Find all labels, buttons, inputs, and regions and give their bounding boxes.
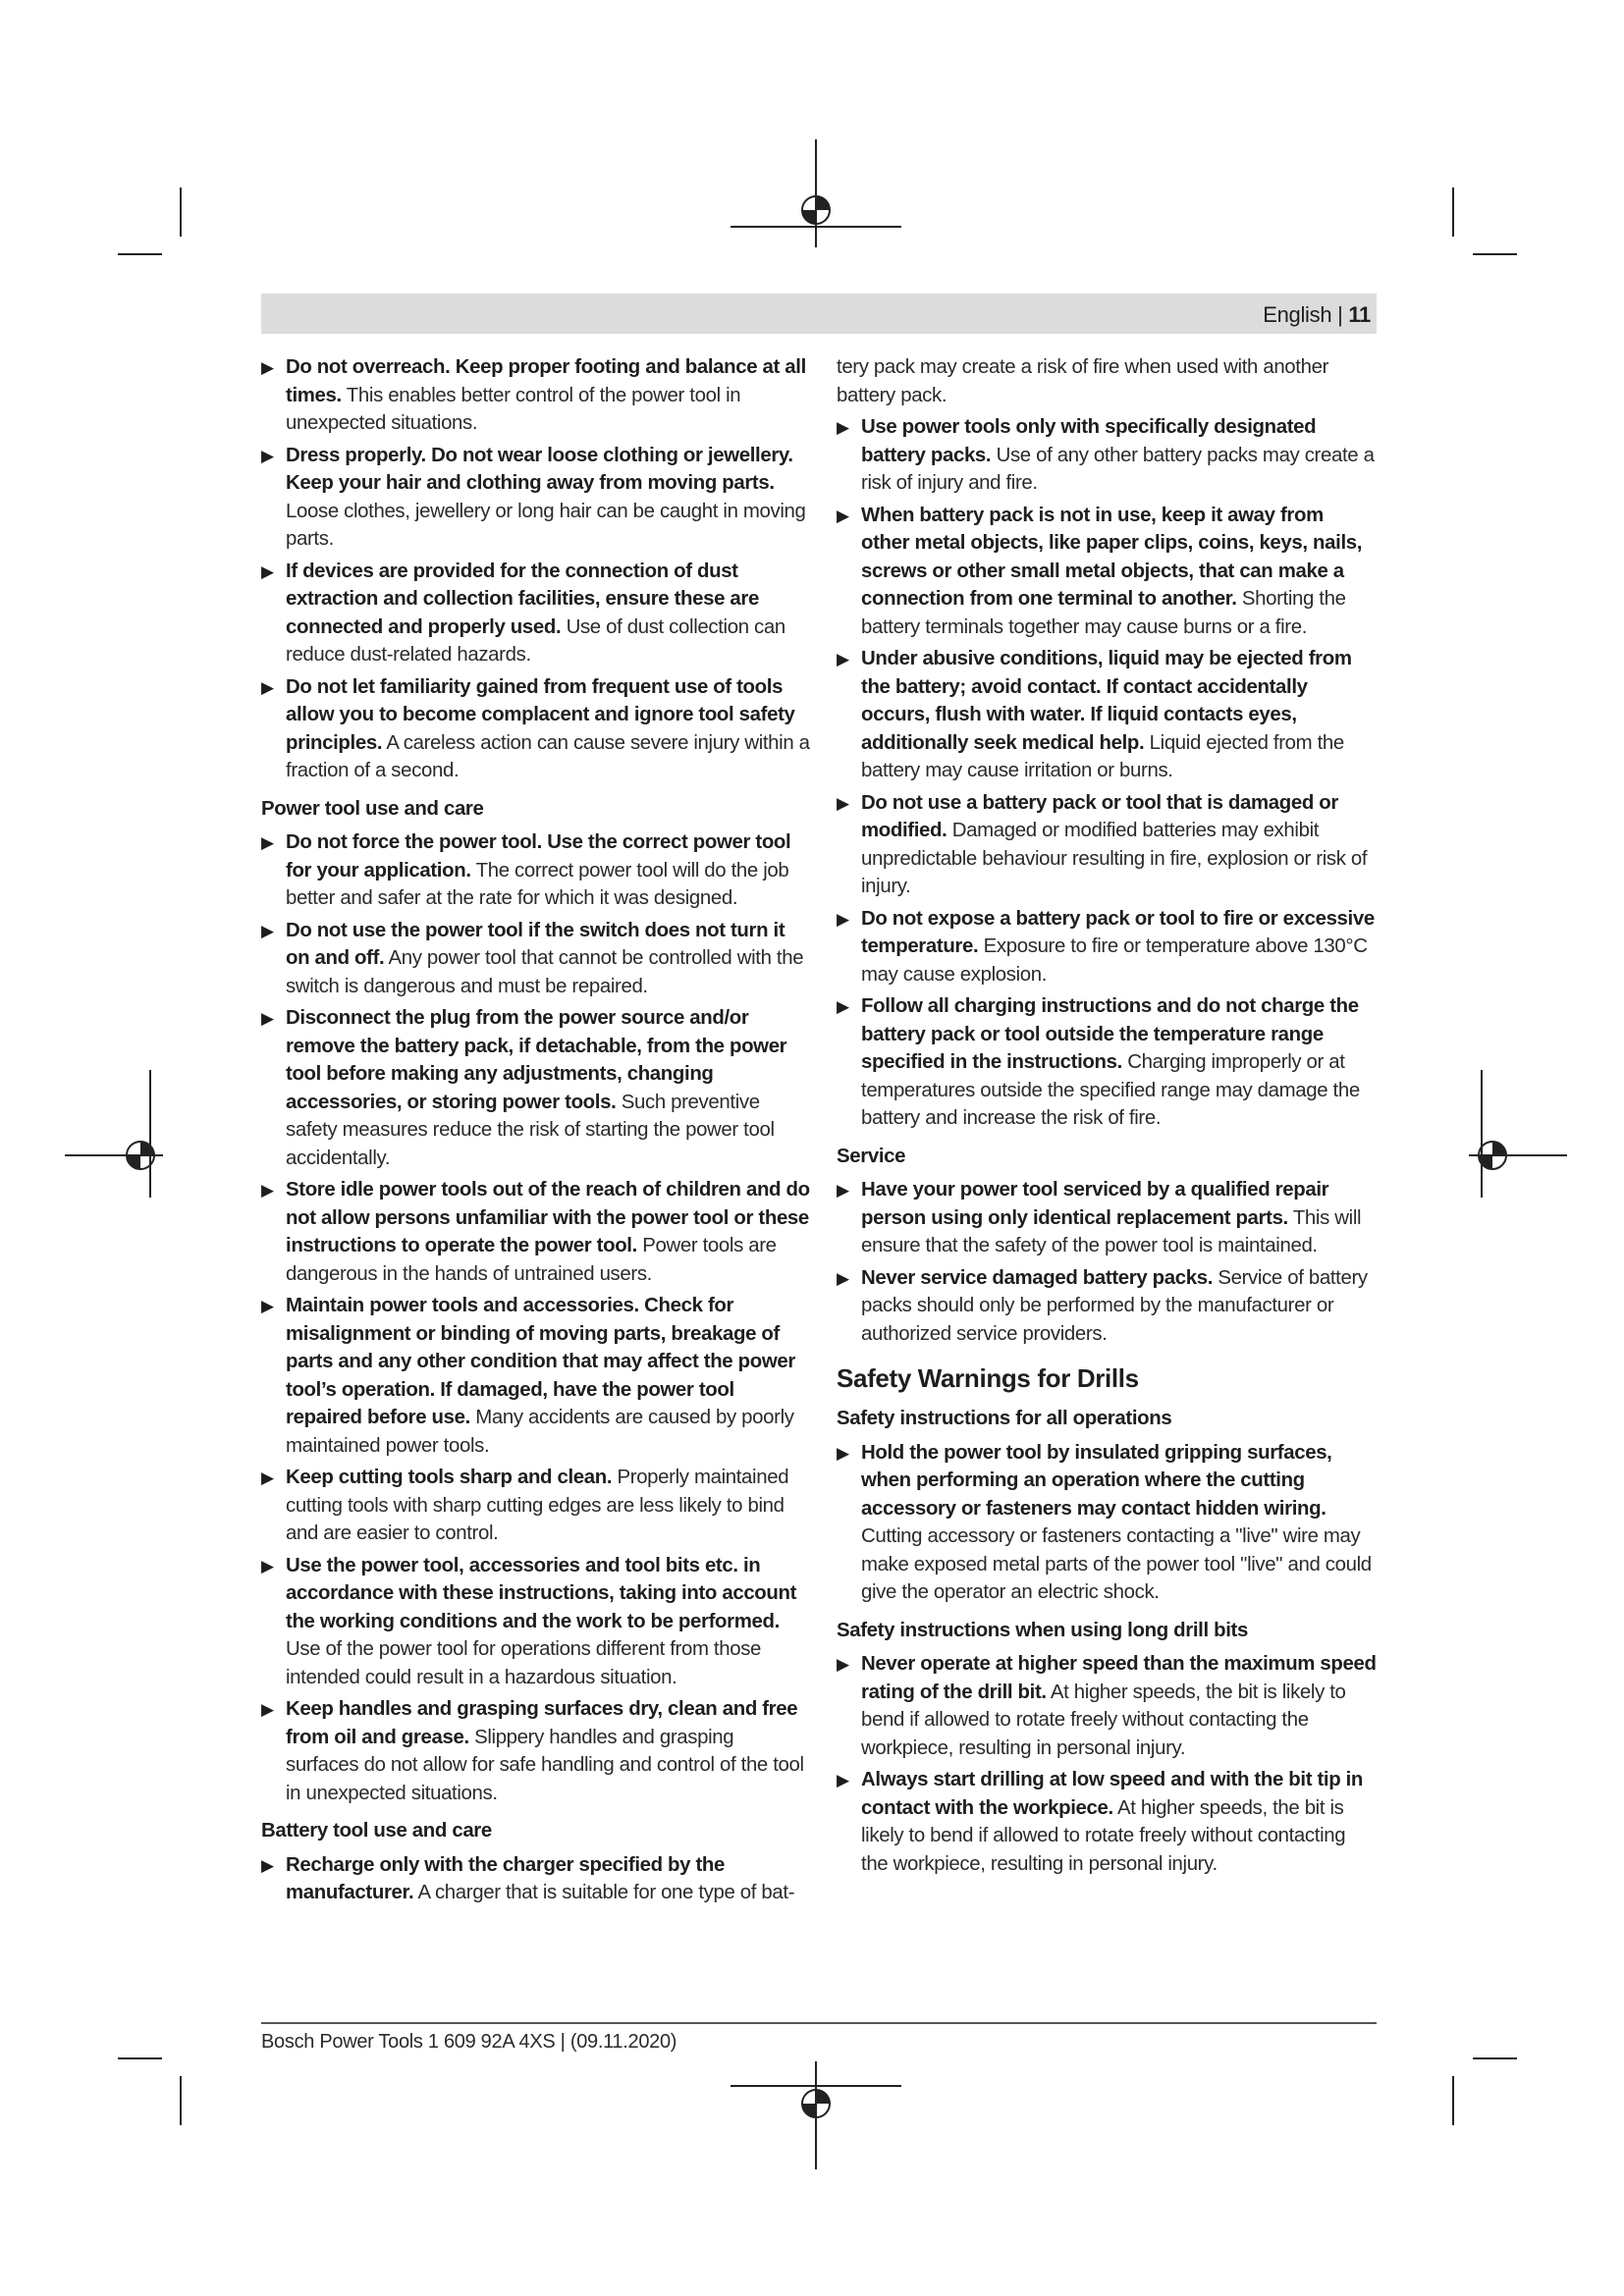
- list: [261, 1851, 811, 1907]
- bullet-arrow-icon: ▶: [261, 1181, 274, 1200]
- bullet-arrow-icon: ▶: [261, 1855, 274, 1875]
- warning-bold-text: When battery pack is not in use, keep it away from other metal objects, like paper clips, coins, keys, nails, screws or other small metal objects, that can make a connection from one terminal to another.: [861, 504, 1363, 610]
- left-column: [261, 353, 811, 1911]
- registration-mark-icon: [798, 192, 834, 228]
- list-item: [837, 905, 1377, 989]
- warning-explanation-text: Cutting accessory or fasteners contacting a "live" wire may make exposed metal parts of the power tool "live" and could give the operator an electric shock.: [861, 1525, 1372, 1603]
- bullet-arrow-icon: ▶: [261, 446, 274, 465]
- crop-mark: [180, 187, 182, 237]
- right-column: [837, 353, 1377, 1882]
- bullet-arrow-icon: ▶: [261, 1556, 274, 1575]
- warning-bold-text: Store idle power tools out of the reach of children and do not allow persons unfamiliar with the power tool or these instructions to operate the power tool.: [286, 1179, 810, 1256]
- list-item: [837, 1650, 1377, 1762]
- crop-mark: [1452, 2076, 1454, 2125]
- warning-explanation-text: Many accidents are caused by poorly maintained power tools.: [286, 1407, 794, 1457]
- list-item: [261, 353, 811, 438]
- bullet-arrow-icon: ▶: [261, 561, 274, 581]
- crop-mark: [1481, 1070, 1483, 1198]
- subheading-service: Service: [837, 1145, 906, 1167]
- warning-bold-text: Maintain power tools and accessories. Check for misalignment or binding of moving parts, breakage of parts and any other condition that may affect the power tool’s operation. If damaged, have the power tool repaired before use.: [286, 1295, 795, 1428]
- warning-explanation-text: Charging improperly or at temperatures outside the specified range may damage the battery and increase the risk of fire.: [861, 1051, 1360, 1129]
- list-item: [261, 1292, 811, 1460]
- list-item: [837, 1766, 1377, 1878]
- crop-mark: [149, 1070, 151, 1198]
- registration-mark-icon: [123, 1138, 158, 1173]
- bullet-arrow-icon: ▶: [837, 793, 849, 813]
- header-section: English: [1263, 302, 1332, 327]
- warning-explanation-text: At higher speeds, the bit is likely to bend if allowed to rotate freely without contacting the workpiece, resulting in personal injury.: [861, 1796, 1346, 1875]
- crop-mark: [1452, 187, 1454, 237]
- subheading-battery-tool-use: Battery tool use and care: [261, 1820, 492, 1842]
- bullet-arrow-icon: ▶: [837, 909, 849, 929]
- list-item: [261, 1851, 811, 1907]
- warning-explanation-text: Shorting the battery terminals together may cause burns or a fire.: [861, 588, 1346, 638]
- bullet-arrow-icon: ▶: [837, 1443, 849, 1463]
- list-item: [837, 992, 1377, 1133]
- bullet-arrow-icon: ▶: [261, 921, 274, 940]
- warning-bold-text: Under abusive conditions, liquid may be ejected from the battery; avoid contact. If contact accidentally occurs, flush with water. If liquid contacts eyes, additionally seek medical help.: [861, 648, 1352, 754]
- registration-mark-icon: [798, 2086, 834, 2121]
- list-item: [261, 917, 811, 1001]
- warning-explanation-text: Loose clothes, jewellery or long hair can be caught in moving parts.: [286, 500, 806, 550]
- list: [837, 1439, 1377, 1607]
- list-item: [261, 1552, 811, 1692]
- crop-mark: [118, 2057, 162, 2059]
- warning-explanation-text: The correct power tool will do the job better and safer at the rate for which it was designed.: [286, 859, 789, 909]
- warning-explanation-text: Damaged or modified batteries may exhibit unpredictable behaviour resulting in fire, explosion or risk of injury.: [861, 820, 1368, 897]
- warning-explanation-text: Liquid ejected from the battery may cause irritation or burns.: [861, 731, 1344, 781]
- footer-text: Bosch Power Tools 1 609 92A 4XS | (09.11.2020): [261, 2031, 677, 2053]
- list-item: [837, 1439, 1377, 1607]
- warning-bold-text: Recharge only with the charger specified by the manufacturer.: [286, 1853, 725, 1903]
- warning-bold-text: Never operate at higher speed than the maximum speed rating of the drill bit.: [861, 1653, 1377, 1703]
- warning-bold-text: Have your power tool serviced by a qualified repair person using only identical replacement parts.: [861, 1179, 1329, 1229]
- warning-bold-text: Do not use the power tool if the switch does not turn it on and off.: [286, 919, 785, 969]
- warning-explanation-text: Power tools are dangerous in the hands of untrained users.: [286, 1235, 777, 1285]
- subheading-power-tool-use: Power tool use and care: [261, 797, 484, 820]
- warning-explanation-text: Properly maintained cutting tools with sharp cutting edges are less likely to bind and are easier to control.: [286, 1467, 789, 1544]
- section-title-drills: Safety Warnings for Drills: [837, 1363, 1139, 1393]
- warning-bold-text: Do not overreach. Keep proper footing and balance at all times.: [286, 356, 806, 406]
- warning-explanation-text: Service of battery packs should only be performed by the manufacturer or authorized service providers.: [861, 1266, 1368, 1345]
- bullet-arrow-icon: ▶: [837, 997, 849, 1016]
- list-item: [261, 1464, 811, 1548]
- crop-mark: [1473, 253, 1517, 255]
- page-header-label: [1247, 300, 1371, 330]
- bullet-arrow-icon: ▶: [261, 1700, 274, 1719]
- warning-explanation-text: Any power tool that cannot be controlled with the switch is dangerous and must be repaired.: [286, 947, 804, 997]
- list-item: [261, 558, 811, 669]
- warning-bold-text: Keep cutting tools sharp and clean.: [286, 1467, 613, 1488]
- warning-bold-text: Always start drilling at low speed and with the bit tip in contact with the workpiece.: [861, 1769, 1364, 1819]
- header-separator: |: [1331, 302, 1349, 327]
- list-item: [837, 1264, 1377, 1349]
- warning-bold-text: Do not use a battery pack or tool that is damaged or modified.: [861, 791, 1338, 841]
- warning-explanation-text: A careless action can cause severe injury within a fraction of a second.: [286, 731, 810, 781]
- registration-mark-icon: [1475, 1138, 1510, 1173]
- bullet-arrow-icon: ▶: [261, 1009, 274, 1028]
- crop-mark: [180, 2076, 182, 2125]
- list: [837, 1650, 1377, 1878]
- list-item: [261, 1176, 811, 1288]
- bullet-arrow-icon: ▶: [837, 1655, 849, 1674]
- list-item: [837, 789, 1377, 901]
- list-item: [261, 442, 811, 554]
- bullet-arrow-icon: ▶: [261, 1468, 274, 1487]
- warning-explanation-text: This enables better control of the power tool in unexpected situations.: [286, 384, 741, 434]
- warning-bold-text: Follow all charging instructions and do not charge the battery pack or tool outside the temperature range specified in the instructions.: [861, 995, 1359, 1073]
- list: [837, 413, 1377, 1133]
- warning-bold-text: Dress properly. Do not wear loose clothing or jewellery. Keep your hair and clothing away from moving parts.: [286, 444, 793, 494]
- warning-explanation-text: At higher speeds, the bit is likely to bend if allowed to rotate freely without contacting the workpiece, resulting in personal injury.: [861, 1681, 1346, 1759]
- warning-bold-text: Never service damaged battery packs.: [861, 1266, 1214, 1289]
- bullet-arrow-icon: ▶: [261, 833, 274, 852]
- warning-bold-text: Hold the power tool by insulated gripping surfaces, when performing an operation where the cutting accessory or fasteners may contact hidden wiring.: [861, 1441, 1332, 1520]
- list: [261, 828, 811, 1807]
- bullet-arrow-icon: ▶: [261, 677, 274, 697]
- bullet-arrow-icon: ▶: [837, 1181, 849, 1200]
- subheading-long-drill-bits: Safety instructions when using long drill bits: [837, 1619, 1248, 1641]
- warning-explanation-text: Such preventive safety measures reduce the risk of starting the power tool accidentally.: [286, 1091, 775, 1169]
- list-item: [837, 1176, 1377, 1260]
- bullet-arrow-icon: ▶: [261, 358, 274, 377]
- list: [837, 1176, 1377, 1348]
- warning-bold-text: Use power tools only with specifically designated battery packs.: [861, 416, 1317, 466]
- warning-bold-text: Use the power tool, accessories and tool bits etc. in accordance with these instructions, taking into account the working conditions and the work to be performed.: [286, 1554, 797, 1632]
- list-item: [837, 413, 1377, 498]
- bullet-arrow-icon: ▶: [837, 1771, 849, 1789]
- bullet-arrow-icon: ▶: [261, 1297, 274, 1315]
- warning-bold-text: Do not let familiarity gained from frequent use of tools allow you to become complacent and ignore tool safety principles.: [286, 675, 795, 754]
- warning-explanation-text: This will ensure that the safety of the power tool is maintained.: [861, 1206, 1362, 1256]
- subheading-all-operations: Safety instructions for all operations: [837, 1408, 1172, 1429]
- crop-mark: [118, 253, 162, 255]
- warning-bold-text: Keep handles and grasping surfaces dry, clean and free from oil and grease.: [286, 1698, 798, 1748]
- list-item: [261, 1004, 811, 1172]
- warning-explanation-text: Exposure to fire or temperature above 130°C may cause explosion.: [861, 935, 1368, 986]
- warning-explanation-text: Use of the power tool for operations different from those intended could result in a hazardous situation.: [286, 1638, 762, 1688]
- list-item: [261, 673, 811, 785]
- header-band: [261, 294, 1377, 334]
- warning-explanation-text: Slippery handles and grasping surfaces do not allow for safe handling and control of the tool in unexpected situations.: [286, 1726, 804, 1804]
- list-item: [261, 1695, 811, 1807]
- continued-text: tery pack may create a risk of fire when used with another battery pack.: [837, 356, 1329, 406]
- warning-bold-text: Do not force the power tool. Use the correct power tool for your application.: [286, 831, 791, 881]
- warning-bold-text: If devices are provided for the connection of dust extraction and collection facilities, ensure these are connected and properly used.: [286, 560, 759, 638]
- list-item: [261, 828, 811, 913]
- bullet-arrow-icon: ▶: [837, 506, 849, 525]
- crop-mark: [1473, 2057, 1517, 2059]
- warning-explanation-text: Use of any other battery packs may create a risk of injury and fire.: [861, 444, 1375, 494]
- page-number: 11: [1348, 302, 1371, 327]
- list: [261, 353, 811, 785]
- warning-explanation-text: A charger that is suitable for one type of bat-: [413, 1882, 795, 1903]
- warning-bold-text: Do not expose a battery pack or tool to fire or excessive temperature.: [861, 907, 1375, 957]
- bullet-arrow-icon: ▶: [837, 418, 849, 437]
- bullet-arrow-icon: ▶: [837, 1268, 849, 1288]
- footer-rule: [261, 2022, 1377, 2024]
- list-item: [837, 645, 1377, 785]
- warning-explanation-text: Use of dust collection can reduce dust-related hazards.: [286, 615, 785, 666]
- warning-bold-text: Disconnect the plug from the power source and/or remove the battery pack, if detachable, from the power tool before making any adjustments, changing accessories, or storing power tools.: [286, 1007, 787, 1113]
- list-item: [837, 502, 1377, 642]
- bullet-arrow-icon: ▶: [837, 650, 849, 668]
